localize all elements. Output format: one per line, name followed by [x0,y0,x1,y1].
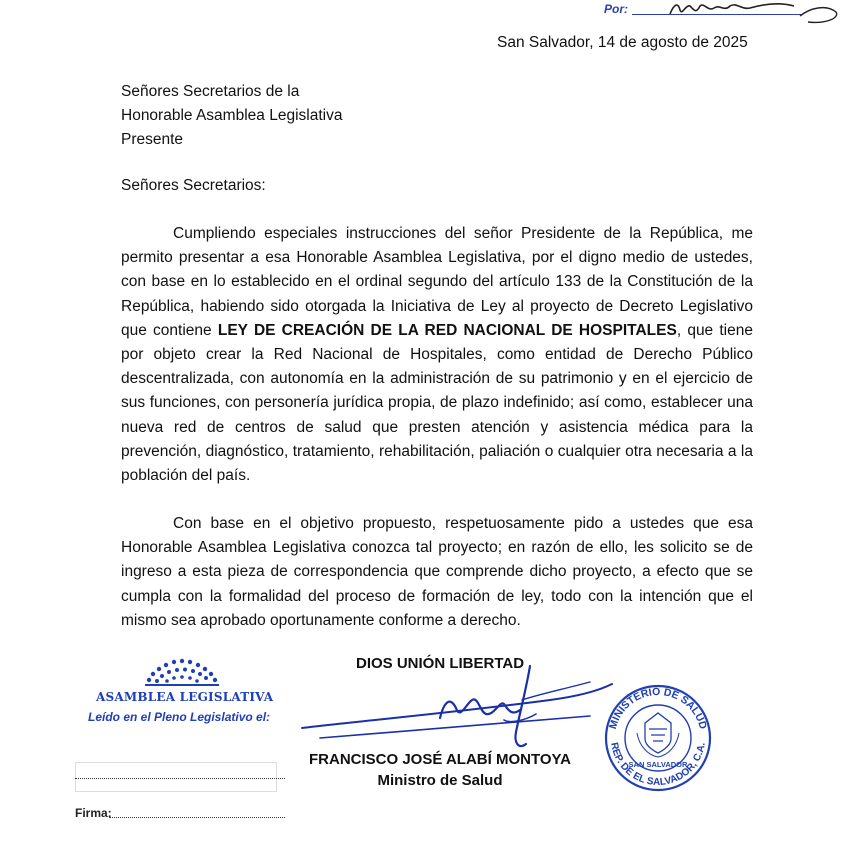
addressee-line: Presente [121,131,184,149]
seal-ring-bottom: REP. DE EL SALVADOR, C.A. [608,741,708,789]
law-title: LEY DE CREACIÓN DE LA RED NACIONAL DE HOSPITALES [217,321,677,339]
firma-field-line [109,817,285,818]
received-by-label: Por: [604,2,628,16]
ministry-seal [603,683,713,793]
asamblea-name: ASAMBLEA LEGISLATIVA [96,690,274,704]
redacted-box [75,762,277,792]
addressee-block [121,80,342,153]
asamblea-logo [115,650,255,690]
signer-title: Ministro de Salud [377,772,503,789]
signer-block [309,751,571,789]
read-in-plenary-label: Leído en el Pleno Legislativo el: [88,710,271,724]
svg-text:MINISTERIO DE SALUD [607,686,709,731]
seal-inner-text: SAN SALVADOR [628,760,688,769]
paragraph-text: Cumpliendo especiales instrucciones del señor Presidente de la República, me permito presentar a esa Honorable Asamblea Legislativa, por el digno medio de ustedes, con base en lo establecido en el ordinal segundo del artículo 133 de la Constitución de la República, habiendo sido otorgada la Iniciativa de Ley al proyecto de Decreto Legislativo que contiene [121,225,753,339]
addressee-line: Señores Secretarios de la [121,83,300,100]
seal-ring-top: MINISTERIO DE SALUD [606,685,709,731]
salutation: Señores Secretarios: [121,177,266,194]
addressee-line: Honorable Asamblea Legislativa [121,107,343,125]
signer-name: FRANCISCO JOSÉ ALABÍ MONTOYA [309,751,571,768]
firma-label: Firma: [75,806,112,820]
asamblea-stamp [75,650,285,850]
paragraph-text: , que tiene por objeto crear la Red Nacional de Hospitales, como entidad de Derecho Público descentralizada, con autonomía en la administración de su patrimonio y en el ejercicio de sus funciones, con personería jurídica propia, de plazo indefinido; así como, establecer una nueva red de centros de salud que presten atención y asistencia médica para la prevención, diagnóstico, tratamiento, rehabilitación, paliación o cualquier otra necesaria a la población del país. [121,321,753,485]
motto: DIOS UNIÓN LIBERTAD [356,655,525,672]
received-stamp [604,0,842,22]
received-initials-signature [604,0,842,26]
date-field-line [75,778,285,779]
body-paragraph: Con base en el objetivo propuesto, respetuosamente pido a ustedes que esa Honorable Asamblea Legislativa conozca tal proyecto; en razón de ello, les solicito se de ingreso a esta pieza de correspondencia que comprende dicho proyecto, a efecto que se cumpla con la formalidad del proceso de formación de ley, todo con la intención que el mismo sea aprobado oportunamente conforme a derecho. [121,515,753,629]
body-paragraph [121,222,753,488]
date-line: San Salvador, 14 de agosto de 2025 [497,34,748,51]
